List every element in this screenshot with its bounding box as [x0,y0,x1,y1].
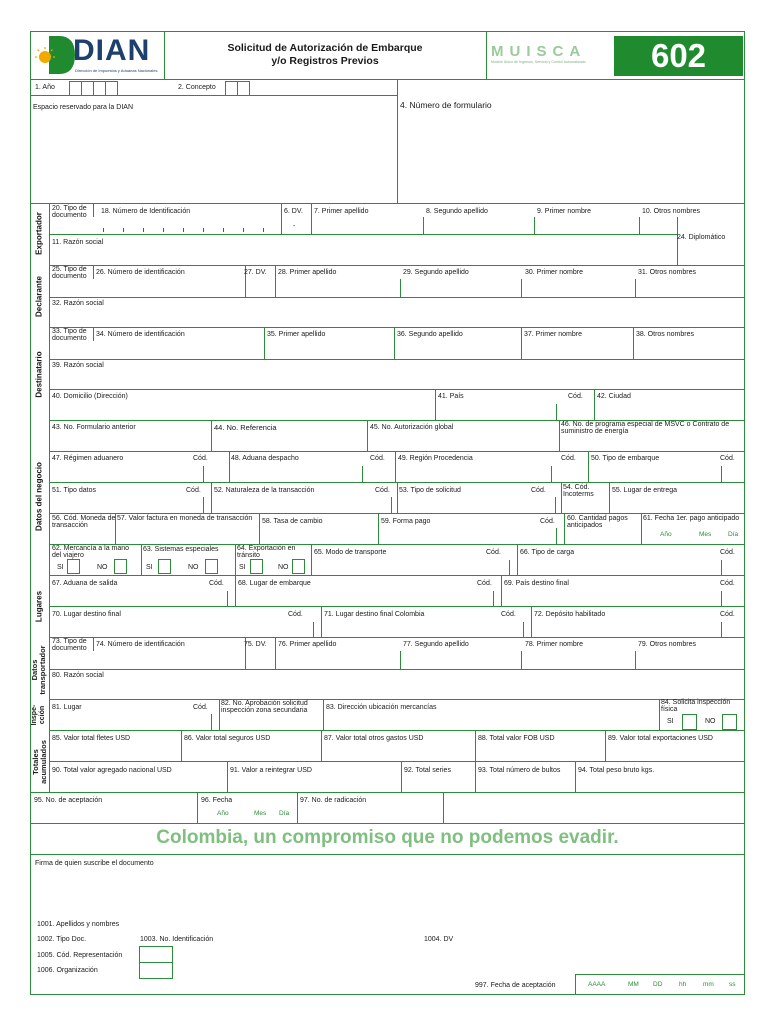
label-f10: 10. Otros nombres [642,208,700,215]
form-title [165,42,485,68]
dian-logo [35,34,162,78]
label-f36: 36. Segundo apellido [397,331,463,338]
label-f56: 56. Cód. Moneda de transacción [52,515,116,529]
label-f85: 85. Valor total fletes USD [52,735,131,742]
concepto-box-2[interactable] [237,81,250,96]
label-f51: 51. Tipo datos [52,487,96,494]
label-f86: 86. Valor total seguros USD [184,735,271,742]
label-f61: 61. Fecha 1er. pago anticipado [643,515,740,522]
label-f27: 27. DV. [244,269,267,276]
label-f29: 29. Segundo apellido [403,269,469,276]
label-f66-cod: Cód. [720,549,735,556]
label-f54: 54. Cód. Incoterms [563,484,594,498]
label-f92: 92. Total series [404,767,451,774]
form-602 [30,31,745,995]
f62-si-box[interactable] [67,559,80,574]
f64-no-box[interactable] [292,559,305,574]
label-f97: 97. No. de radicación [300,797,367,804]
title-line-2: y/o Registros Previos [271,55,379,67]
f1005-box[interactable] [139,946,173,963]
label-f1005: 1005. Cód. Representación [37,952,123,959]
label-f79: 79. Otros nombres [638,641,696,648]
label-f39: 39. Razón social [52,362,104,369]
label-f67: 67. Aduana de salida [52,580,118,587]
label-f62-si: SI [57,564,64,571]
label-f63-no: NO [188,564,199,571]
label-f30: 30. Primer nombre [525,269,583,276]
label-anio: 1. Año [35,84,55,91]
label-f88: 88. Total valor FOB USD [478,735,555,742]
label-f55: 55. Lugar de entrega [612,487,677,494]
label-f997-mm: MM [628,981,639,988]
label-f66: 66. Tipo de carga [520,549,575,556]
label-f41: 41. País [438,393,464,400]
label-f44: 44. No. Referencia [214,423,277,432]
label-f997-ss: ss [729,981,736,988]
form-number-banner [614,36,743,76]
label-f84-si: SI [667,718,674,725]
label-f18: 18. Número de Identificación [101,208,191,215]
label-f41-cod: Cód. [568,393,583,400]
label-f65-cod: Cód. [486,549,501,556]
label-f50-cod: Cód. [720,455,735,462]
label-f76: 76. Primer apellido [278,641,337,648]
f63-no-box[interactable] [205,559,218,574]
label-f68-cod: Cód. [477,580,492,587]
label-f1006: 1006. Organización [37,967,98,974]
form-number: 602 [650,37,707,74]
label-f64: 64. Exportación en tránsito [237,545,296,559]
label-f52: 52. Naturaleza de la transacción [214,487,315,494]
label-f78: 78. Primer nombre [525,641,583,648]
label-f28: 28. Primer apellido [278,269,337,276]
label-f45: 45. No. Autorización global [370,424,454,431]
label-f91: 91. Valor a reintegrar USD [230,767,312,774]
label-f81-cod: Cód. [193,704,208,711]
label-f35: 35. Primer apellido [267,331,326,338]
label-f47-cod: Cód. [193,455,208,462]
label-f62: 62. Mercancía a la mano del viajero [52,545,130,559]
label-f47: 47. Régimen aduanero [52,455,124,462]
label-reservado: Espacio reservado para la DIAN [33,104,133,111]
label-f1004: 1004. DV [424,936,454,943]
label-f89: 89. Valor total exportaciones USD [608,735,713,742]
label-f65: 65. Modo de transporte [314,549,387,556]
label-f62-no: NO [97,564,108,571]
label-f24: 24. Diplomático [677,234,726,241]
section-totales: Totales acumulados [31,740,48,784]
label-f74: 74. Número de identificación [96,641,185,648]
label-f59-cod: Cód. [540,518,555,525]
id-tick-marks [93,228,281,234]
label-f997-hh: hh [679,981,687,988]
label-f1001: 1001. Apellidos y nombres [37,921,120,928]
section-lugares: Lugares [34,590,44,623]
label-f63: 63. Sistemas especiales [143,546,219,553]
label-f69: 69. País destino final [504,580,569,587]
label-f43: 43. No. Formulario anterior [52,424,136,431]
label-f37: 37. Primer nombre [524,331,582,338]
label-f46: 46. No. de programa especial de MSVC o Contrato de suministro de energía [561,421,730,435]
label-f60: 60. Cantidad pagos anticipados [567,515,628,529]
label-f61-dia: Día [728,531,739,538]
label-f53: 53. Tipo de solicitud [399,487,461,494]
title-line-1: Solicitud de Autorización de Embarque [227,42,423,54]
muisca-tagline: Modelo Único de Ingresos, Servicio y Control Automatizado [491,60,586,64]
label-f52-cod: Cód. [375,487,390,494]
section-declarante: Declarante [34,276,44,317]
label-f7: 7. Primer apellido [314,208,369,215]
label-f87: 87. Valor total otros gastos USD [324,735,424,742]
label-f42: 42. Ciudad [597,393,631,400]
label-f96-dia: Día [279,810,290,817]
f64-si-box[interactable] [250,559,263,574]
logo-tagline: Dirección de Impuestos y Aduanas Nacionales [75,68,158,73]
label-f81: 81. Lugar [52,704,82,711]
label-f53-cod: Cód. [531,487,546,494]
label-f69-cod: Cód. [720,580,735,587]
muisca-logo [491,44,606,72]
label-f68: 68. Lugar de embarque [238,580,311,587]
label-f96: 96. Fecha [201,797,233,804]
label-f25: 25. Tipo de documento [52,266,87,280]
f63-si-box[interactable] [158,559,171,574]
section-inspeccion: Inspe- cción [31,704,46,726]
f84-no-box[interactable] [722,714,737,730]
label-f38: 38. Otros nombres [636,331,694,338]
label-f72: 72. Depósito habilitado [534,611,606,618]
label-f70: 70. Lugar destino final [52,611,121,618]
label-f34: 34. Número de identificación [96,331,185,338]
label-f49-cod: Cód. [561,455,576,462]
label-f20: 20. Tipo de documento [52,205,87,219]
label-f8: 8. Segundo apellido [426,208,488,215]
label-f32: 32. Razón social [52,300,104,307]
label-f6: 6. DV. [284,208,303,215]
label-f1002: 1002. Tipo Doc. [37,936,87,943]
label-f31: 31. Otros nombres [638,269,696,276]
f84-si-box[interactable] [682,714,697,730]
label-f84-no: NO [705,718,716,725]
muisca-name: MUISCA [491,43,587,60]
label-f48-cod: Cód. [370,455,385,462]
dv-separator: - [293,223,296,230]
label-f40: 40. Domicilio (Dirección) [52,393,128,400]
sun-logo-icon [35,34,75,76]
label-f90: 90. Total valor agregado nacional USD [52,767,172,774]
label-f95: 95. No. de aceptación [34,797,103,804]
label-f75: 75. DV. [244,641,267,648]
label-f71-cod: Cód. [501,611,516,618]
label-f73: 73. Tipo de documento [52,638,87,652]
label-concepto: 2. Concepto [178,84,216,91]
label-f63-si: SI [146,564,153,571]
section-transportador: Datos transportador [30,645,47,695]
label-f33: 33. Tipo de documento [52,328,87,342]
label-f58: 58. Tasa de cambio [262,518,323,525]
label-firma: Firma de quien suscribe el documento [35,860,154,867]
section-negocio: Datos del negocio [34,462,44,531]
label-f70-cod: Cód. [288,611,303,618]
section-destinatario: Destinatario [34,351,44,398]
label-f48: 48. Aduana despacho [231,455,299,462]
anio-box-4[interactable] [105,81,118,96]
label-f84: 84. Solicita inspección física [661,699,731,713]
label-f50: 50. Tipo de embarque [591,455,660,462]
label-f82: 82. No. Aprobación solicitud inspección zona secundaria [221,700,308,714]
label-f59: 59. Forma pago [381,518,431,525]
label-num-formulario: 4. Número de formulario [400,100,492,110]
label-f26: 26. Número de identificación [96,269,185,276]
label-f64-si: SI [239,564,246,571]
label-f997: 997. Fecha de aceptación [475,982,556,989]
label-f61-anio: Año [660,531,672,538]
section-exportador: Exportador [34,212,44,255]
label-f51-cod: Cód. [186,487,201,494]
label-f80: 80. Razón social [52,672,104,679]
label-f93: 93. Total número de bultos [478,767,561,774]
label-f71: 71. Lugar destino final Colombia [324,611,425,618]
label-f57: 57. Valor factura en moneda de transacción [117,515,253,522]
label-f96-anio: Año [217,810,229,817]
slogan: Colombia, un compromiso que no podemos evadir. [156,827,619,848]
label-f83: 83. Dirección ubicación mercancías [326,704,437,711]
f62-no-box[interactable] [114,559,127,574]
label-f9: 9. Primer nombre [537,208,592,215]
label-f77: 77. Segundo apellido [403,641,469,648]
label-f94: 94. Total peso bruto kgs. [578,767,655,774]
label-f72-cod: Cód. [720,611,735,618]
label-f96-mes: Mes [254,810,267,817]
label-f997-min: mm [703,981,714,988]
logo-name: DIAN [73,34,151,67]
label-f67-cod: Cód. [209,580,224,587]
label-f997-dd: DD [653,981,663,988]
label-f49: 49. Región Procedencia [398,455,473,462]
label-f997-aaaa: AAAA [588,981,606,988]
label-f1003: 1003. No. Identificación [140,936,214,943]
label-f61-mes: Mes [699,531,712,538]
label-f11: 11. Razón social [52,239,104,246]
label-f64-no: NO [278,564,289,571]
f1006-box[interactable] [139,962,173,979]
